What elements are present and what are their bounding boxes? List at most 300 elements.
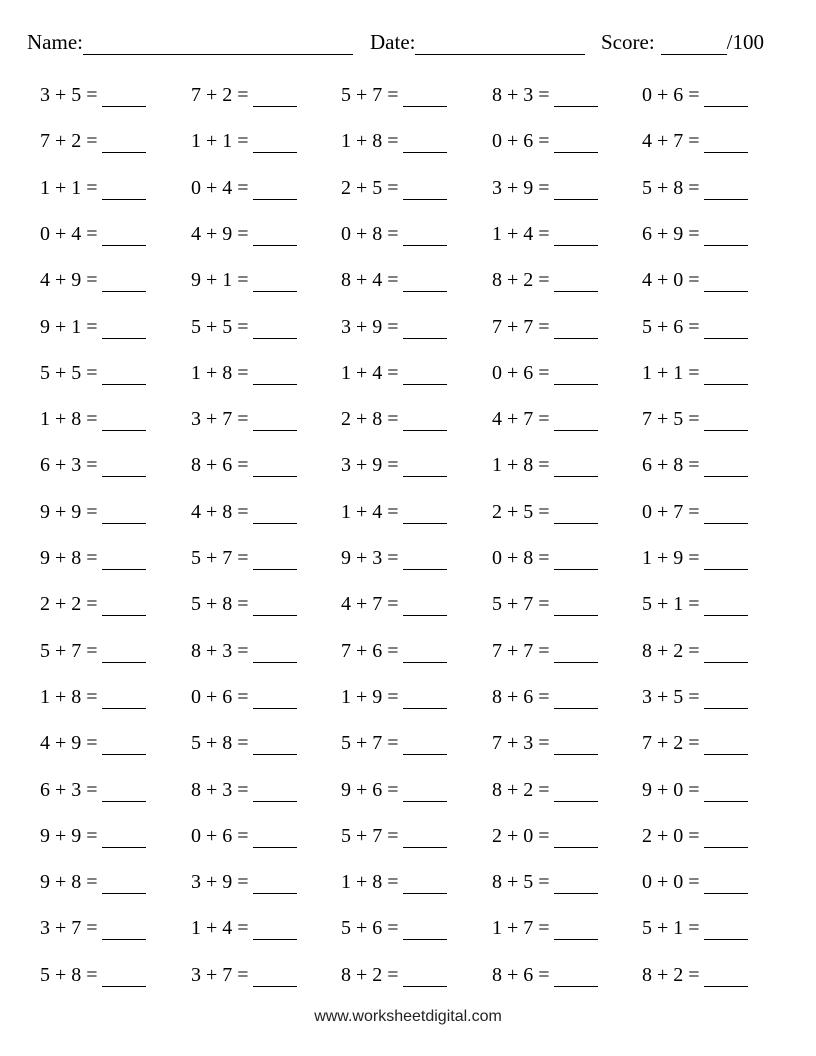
answer-blank[interactable] xyxy=(554,132,598,153)
answer-blank[interactable] xyxy=(253,456,297,477)
problem-item xyxy=(40,454,146,480)
problem-item xyxy=(40,408,146,434)
answer-blank[interactable] xyxy=(403,781,447,802)
problem-item xyxy=(191,501,297,527)
answer-blank[interactable] xyxy=(403,595,447,616)
problem-item xyxy=(191,177,297,203)
problem-expression: 0 + 7 = xyxy=(642,500,700,523)
answer-blank[interactable] xyxy=(403,410,447,431)
score-field[interactable] xyxy=(601,30,764,55)
name-line[interactable] xyxy=(83,32,353,55)
problem-row xyxy=(40,686,780,712)
problem-row xyxy=(40,223,780,249)
answer-blank[interactable] xyxy=(554,364,598,385)
answer-blank[interactable] xyxy=(253,919,297,940)
answer-blank[interactable] xyxy=(554,781,598,802)
answer-blank[interactable] xyxy=(253,410,297,431)
problem-item xyxy=(191,871,297,897)
answer-blank[interactable] xyxy=(102,456,146,477)
answer-blank[interactable] xyxy=(253,86,297,107)
problem-expression: 8 + 5 = xyxy=(492,871,550,894)
problem-item xyxy=(642,964,748,990)
date-line[interactable] xyxy=(415,32,585,55)
problem-expression: 0 + 0 = xyxy=(642,871,700,894)
problem-item xyxy=(191,130,297,156)
problem-item xyxy=(492,84,598,110)
problem-item xyxy=(40,871,146,897)
problem-item xyxy=(642,316,748,342)
problem-item xyxy=(191,917,297,943)
answer-blank[interactable] xyxy=(102,364,146,385)
problem-expression: 9 + 0 = xyxy=(642,778,700,801)
answer-blank[interactable] xyxy=(403,503,447,524)
problem-row xyxy=(40,84,780,110)
problem-expression: 9 + 9 = xyxy=(40,824,98,847)
answer-blank[interactable] xyxy=(554,410,598,431)
answer-blank[interactable] xyxy=(253,595,297,616)
problem-item xyxy=(40,316,146,342)
problem-item xyxy=(642,223,748,249)
problem-item xyxy=(341,316,447,342)
answer-blank[interactable] xyxy=(403,549,447,570)
problem-item xyxy=(492,501,598,527)
answer-blank[interactable] xyxy=(704,410,748,431)
problem-expression: 0 + 4 = xyxy=(40,222,98,245)
problem-item xyxy=(341,640,447,666)
answer-blank[interactable] xyxy=(403,271,447,292)
problem-expression: 8 + 6 = xyxy=(492,685,550,708)
problem-item xyxy=(492,917,598,943)
problem-expression: 5 + 8 = xyxy=(642,176,700,199)
problem-expression: 8 + 2 = xyxy=(642,639,700,662)
answer-blank[interactable] xyxy=(253,688,297,709)
answer-blank[interactable] xyxy=(102,271,146,292)
problem-expression: 4 + 8 = xyxy=(191,500,249,523)
problem-expression: 3 + 5 = xyxy=(40,84,98,106)
answer-blank[interactable] xyxy=(403,734,447,755)
answer-blank[interactable] xyxy=(704,827,748,848)
problem-row xyxy=(40,593,780,619)
problem-item xyxy=(642,269,748,295)
answer-blank[interactable] xyxy=(102,179,146,200)
answer-blank[interactable] xyxy=(102,549,146,570)
problem-row xyxy=(40,732,780,758)
problem-row xyxy=(40,501,780,527)
answer-blank[interactable] xyxy=(704,132,748,153)
answer-blank[interactable] xyxy=(403,688,447,709)
problem-expression: 5 + 5 = xyxy=(191,315,249,338)
problem-expression: 7 + 2 = xyxy=(642,732,700,755)
problem-expression: 0 + 6 = xyxy=(492,361,550,384)
answer-blank[interactable] xyxy=(554,86,598,107)
problem-item xyxy=(341,917,447,943)
answer-blank[interactable] xyxy=(704,688,748,709)
answer-blank[interactable] xyxy=(253,734,297,755)
problem-item xyxy=(492,362,598,388)
answer-blank[interactable] xyxy=(102,86,146,107)
problem-item xyxy=(341,269,447,295)
answer-blank[interactable] xyxy=(253,503,297,524)
problem-item xyxy=(492,316,598,342)
problem-expression: 1 + 7 = xyxy=(492,917,550,940)
problem-expression: 8 + 6 = xyxy=(191,454,249,477)
date-field[interactable] xyxy=(370,30,585,55)
problem-item xyxy=(341,223,447,249)
problem-expression: 5 + 1 = xyxy=(642,917,700,940)
problem-item xyxy=(492,269,598,295)
answer-blank[interactable] xyxy=(253,966,297,987)
problem-item xyxy=(341,454,447,480)
problem-expression: 5 + 7 = xyxy=(341,824,399,847)
problem-row xyxy=(40,547,780,573)
problem-item xyxy=(341,825,447,851)
problem-row xyxy=(40,408,780,434)
answer-blank[interactable] xyxy=(704,919,748,940)
answer-blank[interactable] xyxy=(704,179,748,200)
answer-blank[interactable] xyxy=(704,642,748,663)
answer-blank[interactable] xyxy=(102,132,146,153)
problem-item xyxy=(642,454,748,480)
problem-expression: 3 + 9 = xyxy=(341,315,399,338)
problem-item xyxy=(40,593,146,619)
answer-blank[interactable] xyxy=(704,271,748,292)
problem-row xyxy=(40,871,780,897)
problem-expression: 1 + 1 = xyxy=(642,361,700,384)
problem-item xyxy=(191,362,297,388)
problem-item xyxy=(341,964,447,990)
answer-blank[interactable] xyxy=(253,827,297,848)
answer-blank[interactable] xyxy=(102,919,146,940)
problem-row xyxy=(40,964,780,990)
problem-expression: 9 + 9 = xyxy=(40,500,98,523)
problem-expression: 5 + 8 = xyxy=(191,593,249,616)
answer-blank[interactable] xyxy=(704,86,748,107)
answer-blank[interactable] xyxy=(102,225,146,246)
answer-blank[interactable] xyxy=(253,642,297,663)
answer-blank[interactable] xyxy=(403,179,447,200)
answer-blank[interactable] xyxy=(102,827,146,848)
problem-item xyxy=(492,640,598,666)
answer-blank[interactable] xyxy=(554,966,598,987)
problem-expression: 3 + 7 = xyxy=(40,917,98,940)
problem-item xyxy=(40,917,146,943)
problem-expression: 7 + 7 = xyxy=(492,639,550,662)
answer-blank[interactable] xyxy=(704,966,748,987)
problem-expression: 4 + 9 = xyxy=(191,222,249,245)
problem-expression: 8 + 2 = xyxy=(341,963,399,986)
problem-expression: 5 + 7 = xyxy=(40,639,98,662)
answer-blank[interactable] xyxy=(403,966,447,987)
answer-blank[interactable] xyxy=(554,595,598,616)
problem-expression: 1 + 4 = xyxy=(341,500,399,523)
answer-blank[interactable] xyxy=(253,873,297,894)
answer-blank[interactable] xyxy=(403,827,447,848)
problem-item xyxy=(642,593,748,619)
problem-expression: 1 + 8 = xyxy=(40,685,98,708)
answer-blank[interactable] xyxy=(554,179,598,200)
problem-item xyxy=(40,686,146,712)
problem-item xyxy=(191,269,297,295)
problem-item xyxy=(492,732,598,758)
problem-expression: 8 + 3 = xyxy=(191,639,249,662)
problem-item xyxy=(642,686,748,712)
answer-blank[interactable] xyxy=(704,549,748,570)
problem-expression: 7 + 3 = xyxy=(492,732,550,755)
problem-item xyxy=(492,223,598,249)
problem-expression: 7 + 6 = xyxy=(341,639,399,662)
problem-expression: 2 + 0 = xyxy=(642,824,700,847)
problem-item xyxy=(40,640,146,666)
problem-expression: 1 + 4 = xyxy=(492,222,550,245)
problem-row xyxy=(40,316,780,342)
problem-expression: 5 + 5 = xyxy=(40,361,98,384)
problem-item xyxy=(191,84,297,110)
problem-expression: 9 + 1 = xyxy=(40,315,98,338)
problem-item xyxy=(642,917,748,943)
problem-expression: 0 + 4 = xyxy=(191,176,249,199)
problem-expression: 5 + 6 = xyxy=(341,917,399,940)
score-total: /100 xyxy=(726,30,764,54)
answer-blank[interactable] xyxy=(704,781,748,802)
problem-expression: 2 + 5 = xyxy=(341,176,399,199)
problem-expression: 5 + 8 = xyxy=(40,963,98,986)
problem-item xyxy=(492,825,598,851)
answer-blank[interactable] xyxy=(403,364,447,385)
problem-item xyxy=(40,501,146,527)
problem-row xyxy=(40,362,780,388)
problem-item xyxy=(191,454,297,480)
problem-expression: 8 + 2 = xyxy=(642,963,700,986)
problem-item xyxy=(642,779,748,805)
problem-item xyxy=(40,825,146,851)
score-label: Score: xyxy=(601,30,655,54)
problem-item xyxy=(642,732,748,758)
problem-expression: 4 + 9 = xyxy=(40,269,98,292)
answer-blank[interactable] xyxy=(253,364,297,385)
problem-expression: 8 + 3 = xyxy=(492,84,550,106)
answer-blank[interactable] xyxy=(102,595,146,616)
problem-expression: 4 + 7 = xyxy=(492,408,550,431)
problem-expression: 9 + 6 = xyxy=(341,778,399,801)
answer-blank[interactable] xyxy=(403,642,447,663)
score-line[interactable] xyxy=(661,32,727,55)
problem-item xyxy=(341,732,447,758)
answer-blank[interactable] xyxy=(403,873,447,894)
problem-item xyxy=(642,84,748,110)
problem-expression: 7 + 2 = xyxy=(40,130,98,153)
problem-item xyxy=(341,130,447,156)
problem-expression: 2 + 2 = xyxy=(40,593,98,616)
answer-blank[interactable] xyxy=(403,86,447,107)
date-label: Date: xyxy=(370,30,416,54)
problem-row xyxy=(40,269,780,295)
answer-blank[interactable] xyxy=(403,456,447,477)
problem-expression: 4 + 0 = xyxy=(642,269,700,292)
answer-blank[interactable] xyxy=(102,318,146,339)
problem-item xyxy=(191,964,297,990)
problem-item xyxy=(492,686,598,712)
answer-blank[interactable] xyxy=(102,873,146,894)
answer-blank[interactable] xyxy=(554,827,598,848)
answer-blank[interactable] xyxy=(102,966,146,987)
answer-blank[interactable] xyxy=(253,132,297,153)
answer-blank[interactable] xyxy=(554,688,598,709)
problem-item xyxy=(492,454,598,480)
problem-expression: 1 + 8 = xyxy=(341,130,399,153)
problem-expression: 4 + 7 = xyxy=(341,593,399,616)
problem-item xyxy=(642,130,748,156)
answer-blank[interactable] xyxy=(253,271,297,292)
problem-item xyxy=(341,779,447,805)
problem-item xyxy=(642,640,748,666)
problem-expression: 8 + 6 = xyxy=(492,963,550,986)
answer-blank[interactable] xyxy=(554,873,598,894)
problem-expression: 8 + 3 = xyxy=(191,778,249,801)
answer-blank[interactable] xyxy=(554,642,598,663)
answer-blank[interactable] xyxy=(554,734,598,755)
problem-expression: 6 + 8 = xyxy=(642,454,700,477)
problem-row xyxy=(40,130,780,156)
name-field[interactable] xyxy=(27,30,353,55)
answer-blank[interactable] xyxy=(704,595,748,616)
problem-item xyxy=(341,547,447,573)
problem-item xyxy=(341,593,447,619)
problem-expression: 9 + 8 = xyxy=(40,547,98,569)
problem-item xyxy=(492,593,598,619)
problem-expression: 3 + 5 = xyxy=(642,685,700,708)
problem-item xyxy=(40,269,146,295)
problem-row xyxy=(40,177,780,203)
answer-blank[interactable] xyxy=(704,364,748,385)
answer-blank[interactable] xyxy=(704,734,748,755)
answer-blank[interactable] xyxy=(102,503,146,524)
answer-blank[interactable] xyxy=(554,503,598,524)
answer-blank[interactable] xyxy=(253,549,297,570)
problem-expression: 9 + 8 = xyxy=(40,871,98,894)
problem-item xyxy=(191,640,297,666)
answer-blank[interactable] xyxy=(253,225,297,246)
problem-expression: 3 + 9 = xyxy=(492,176,550,199)
problem-expression: 1 + 8 = xyxy=(492,454,550,477)
answer-blank[interactable] xyxy=(554,225,598,246)
problem-expression: 2 + 8 = xyxy=(341,408,399,431)
answer-blank[interactable] xyxy=(554,271,598,292)
problem-item xyxy=(492,547,598,573)
problem-row xyxy=(40,454,780,480)
problem-item xyxy=(40,130,146,156)
problem-expression: 1 + 4 = xyxy=(191,917,249,940)
problem-expression: 3 + 7 = xyxy=(191,408,249,431)
problem-expression: 0 + 6 = xyxy=(191,824,249,847)
problem-row xyxy=(40,825,780,851)
answer-blank[interactable] xyxy=(403,132,447,153)
answer-blank[interactable] xyxy=(704,873,748,894)
answer-blank[interactable] xyxy=(403,318,447,339)
answer-blank[interactable] xyxy=(704,503,748,524)
problem-item xyxy=(191,825,297,851)
problem-item xyxy=(492,177,598,203)
answer-blank[interactable] xyxy=(102,688,146,709)
problem-item xyxy=(341,871,447,897)
answer-blank[interactable] xyxy=(102,410,146,431)
problem-expression: 8 + 2 = xyxy=(492,269,550,292)
answer-blank[interactable] xyxy=(253,781,297,802)
problem-expression: 9 + 3 = xyxy=(341,547,399,569)
problem-expression: 7 + 7 = xyxy=(492,315,550,338)
problem-item xyxy=(492,871,598,897)
answer-blank[interactable] xyxy=(253,179,297,200)
problem-item xyxy=(40,547,146,573)
problem-item xyxy=(191,593,297,619)
answer-blank[interactable] xyxy=(704,225,748,246)
problem-row xyxy=(40,779,780,805)
problem-expression: 1 + 1 = xyxy=(40,176,98,199)
problem-expression: 5 + 7 = xyxy=(341,732,399,755)
problem-expression: 3 + 9 = xyxy=(341,454,399,477)
problem-item xyxy=(341,84,447,110)
answer-blank[interactable] xyxy=(403,225,447,246)
problem-item xyxy=(191,732,297,758)
answer-blank[interactable] xyxy=(102,781,146,802)
problem-row xyxy=(40,917,780,943)
problem-expression: 9 + 1 = xyxy=(191,269,249,292)
answer-blank[interactable] xyxy=(554,549,598,570)
problem-expression: 5 + 7 = xyxy=(492,593,550,616)
problem-item xyxy=(191,223,297,249)
problem-expression: 6 + 9 = xyxy=(642,222,700,245)
problem-expression: 2 + 5 = xyxy=(492,500,550,523)
problem-item xyxy=(642,362,748,388)
problem-expression: 1 + 8 = xyxy=(341,871,399,894)
problem-item xyxy=(341,362,447,388)
problem-expression: 5 + 7 = xyxy=(191,547,249,569)
problem-expression: 5 + 6 = xyxy=(642,315,700,338)
answer-blank[interactable] xyxy=(253,318,297,339)
problem-expression: 5 + 1 = xyxy=(642,593,700,616)
problem-item xyxy=(492,964,598,990)
problem-item xyxy=(191,779,297,805)
problem-expression: 6 + 3 = xyxy=(40,778,98,801)
problem-expression: 0 + 6 = xyxy=(492,130,550,153)
problem-item xyxy=(191,316,297,342)
problem-item xyxy=(642,547,748,573)
answer-blank[interactable] xyxy=(102,734,146,755)
problem-expression: 1 + 8 = xyxy=(191,361,249,384)
problem-expression: 6 + 3 = xyxy=(40,454,98,477)
problem-expression: 0 + 6 = xyxy=(642,84,700,106)
problem-item xyxy=(40,177,146,203)
problem-expression: 8 + 2 = xyxy=(492,778,550,801)
answer-blank[interactable] xyxy=(554,318,598,339)
problem-item xyxy=(642,501,748,527)
problem-expression: 3 + 9 = xyxy=(191,871,249,894)
problem-item xyxy=(40,362,146,388)
problem-item xyxy=(341,177,447,203)
answer-blank[interactable] xyxy=(704,456,748,477)
answer-blank[interactable] xyxy=(704,318,748,339)
answer-blank[interactable] xyxy=(102,642,146,663)
problem-expression: 7 + 5 = xyxy=(642,408,700,431)
problem-expression: 4 + 7 = xyxy=(642,130,700,153)
answer-blank[interactable] xyxy=(554,456,598,477)
answer-blank[interactable] xyxy=(403,919,447,940)
problem-expression: 1 + 9 = xyxy=(341,685,399,708)
problem-item xyxy=(40,84,146,110)
answer-blank[interactable] xyxy=(554,919,598,940)
problem-expression: 3 + 7 = xyxy=(191,963,249,986)
name-label: Name: xyxy=(27,30,83,54)
problem-expression: 1 + 1 = xyxy=(191,130,249,153)
